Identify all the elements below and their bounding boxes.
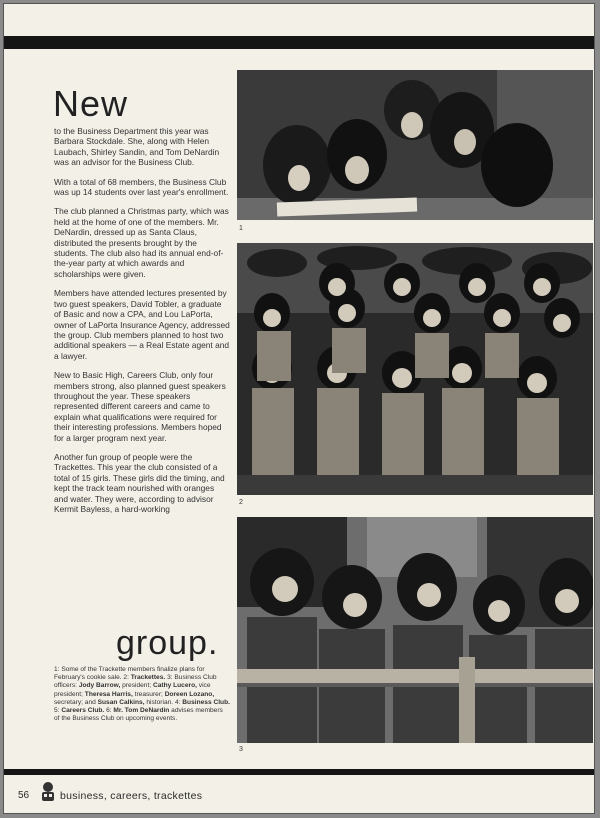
body-paragraph: to the Business Department this year was Barbara Stockdale. She, along with Helen Laubach, Shirley Sandin, and Tom DeNardin was an advisor for the Business Club. <box>54 126 220 168</box>
caption-name: Mr. Tom DeNardin <box>113 707 170 715</box>
caption-text: 1: Some of the Trackette members finalize plans for February's cookie sale. 2: <box>54 666 205 682</box>
caption-name: Careers Club. <box>61 707 105 715</box>
caption-name: Business Club. <box>182 698 230 706</box>
closing-word: group. <box>116 624 219 662</box>
headline: New <box>53 83 129 124</box>
body-paragraph: New to Basic High, Careers Club, only four members strong, also planned guest speakers throughout the year. These speakers represented different careers and came to explain what qualifications were required for their interesting professions. Members hoped for a larger program next year. <box>54 370 226 443</box>
photo-captions <box>54 666 230 723</box>
photo-business-club-officers <box>237 517 593 743</box>
caption-text: secretary; and <box>54 698 98 706</box>
top-rule <box>4 36 594 49</box>
body-text <box>54 126 230 523</box>
photo-trackettes-group <box>237 243 593 495</box>
body-paragraph: Another fun group of people were the Trackettes. This year the club consisted of a total of 15 girls. These girls did the timing, and kept the track team nourished with oranges and water. They were, according to advisor Kermit Bayless, a hard-working <box>54 451 225 514</box>
section-title: business, careers, trackettes <box>60 790 203 802</box>
caption-text: historian. 4: <box>144 698 183 706</box>
caption-text: 6: <box>104 707 114 715</box>
bottom-rule <box>4 769 594 775</box>
caption-text: 5: <box>54 707 62 715</box>
photo-number: 1 <box>239 225 243 232</box>
body-paragraph: The club planned a Christmas party, which was held at the home of one of the members. Mr. DeNardin, dressed up as Santa Claus, distributed the presents brought by the students. The club also had its annual end-of-the-year party at which awards and scholarships were given. <box>54 206 229 279</box>
caption-text: advises members of the Business Club on upcoming events. <box>54 707 223 723</box>
caption-name: Trackettes. <box>130 674 166 682</box>
yearbook-page <box>3 3 595 814</box>
caption-name: Theresa Harris, <box>84 690 133 698</box>
body-paragraph: With a total of 68 members, the Business Club was up 14 students over last year's enrollment. <box>54 176 229 198</box>
photo-trackettes-planning <box>237 70 593 220</box>
caption-name: Susan Calkins, <box>97 698 145 706</box>
caption-name: Jody Barrow, <box>78 682 121 690</box>
caption-text: treasurer; <box>132 690 165 698</box>
caption-text: 3: Business Club officers: <box>54 674 217 690</box>
body-paragraph: Members have attended lectures presented by two guest speakers, David Tobler, a graduate of Basic and now a CPA, and Lou LaPorta, owner of LaPorta Insurance Agency, addressed the group. Club members planned to host two additional speakers — a Real Estate agent and a lawyer. <box>54 288 230 361</box>
caption-name: Cathy Lucero, <box>152 682 197 690</box>
caption-text: president; <box>120 682 153 690</box>
page-number: 56 <box>18 790 30 801</box>
photo-number: 2 <box>239 499 243 506</box>
photo-number: 3 <box>239 746 243 753</box>
mascot-logo <box>38 781 58 808</box>
caption-name: Doreen Lozano, <box>164 690 215 698</box>
caption-text: vice president; <box>54 682 211 698</box>
